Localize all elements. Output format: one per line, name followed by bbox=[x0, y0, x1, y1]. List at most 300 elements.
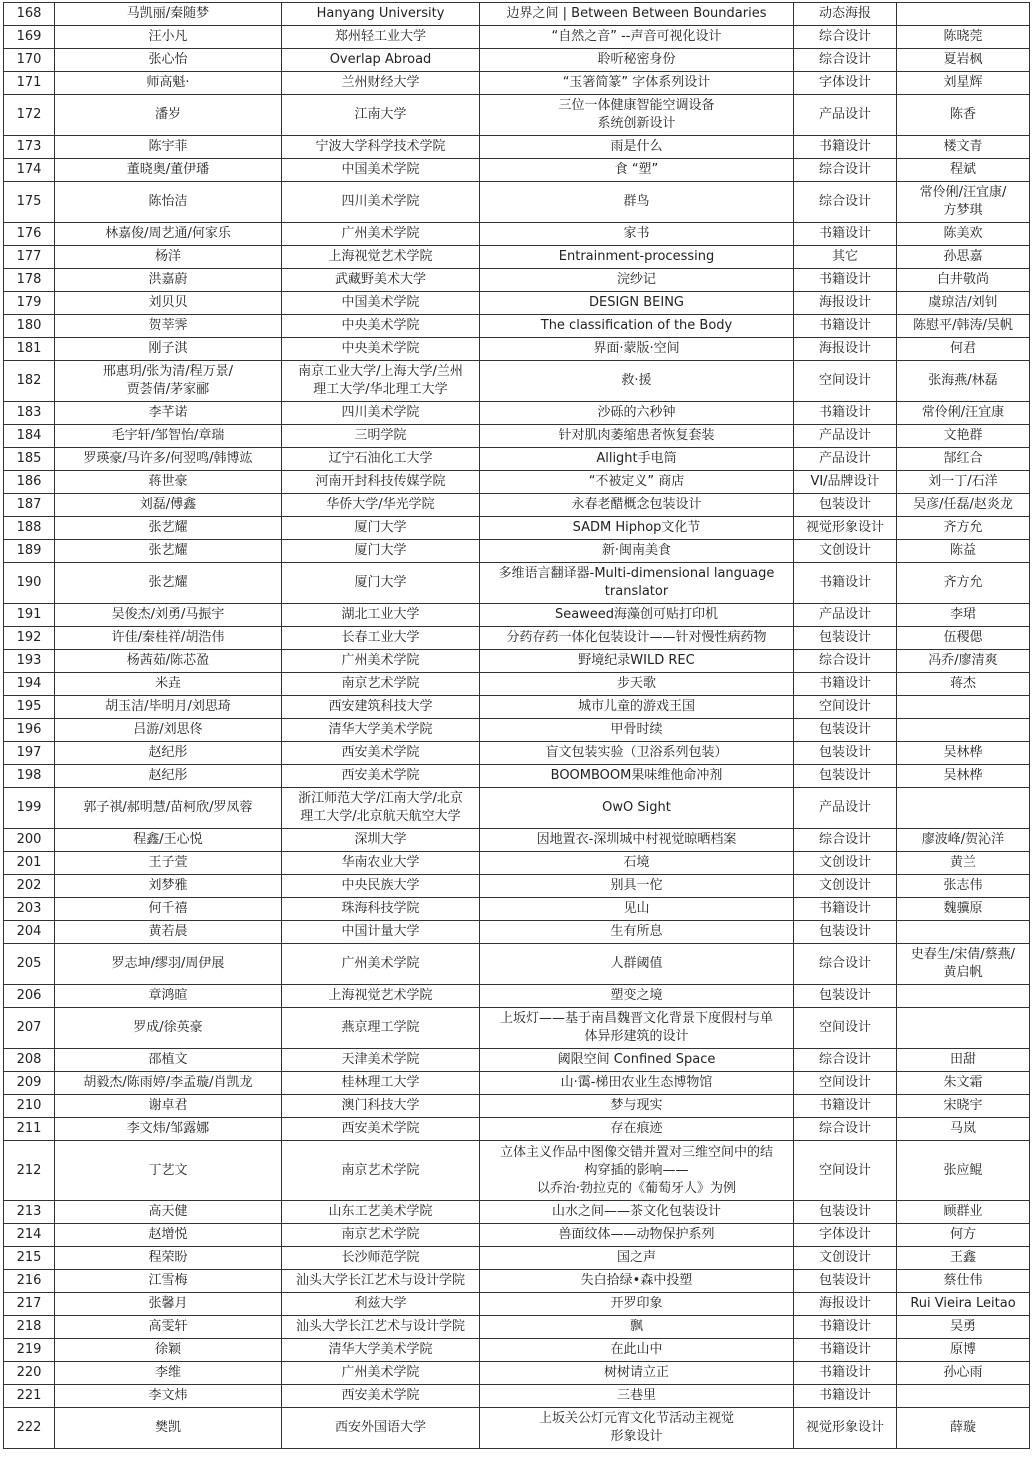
table-row bbox=[4, 361, 1030, 402]
entry-number: 183 bbox=[4, 402, 55, 425]
entry-title: DESIGN BEING bbox=[480, 292, 794, 315]
entry-number: 180 bbox=[4, 315, 55, 338]
entry-category: 字体设计 bbox=[794, 1224, 897, 1247]
entry-school: 天津美术学院 bbox=[282, 1049, 480, 1072]
entry-title: 边界之间 | Between Between Boundaries bbox=[480, 3, 794, 26]
entry-number: 207 bbox=[4, 1008, 55, 1049]
entry-author: 米垚 bbox=[55, 673, 282, 696]
entry-number: 202 bbox=[4, 875, 55, 898]
entry-title: 别具一佗 bbox=[480, 875, 794, 898]
entry-title: “自然之音” --声音可视化设计 bbox=[480, 26, 794, 49]
entry-advisor: 陈益 bbox=[897, 540, 1030, 563]
entry-title: 立体主义作品中图像交错并置对三维空间中的结 构穿插的影响—— 以乔治·勃拉克的《葡萄牙人》为例 bbox=[480, 1141, 794, 1201]
entry-number: 206 bbox=[4, 985, 55, 1008]
entry-category: 综合设计 bbox=[794, 1049, 897, 1072]
entry-author: 张馨月 bbox=[55, 1293, 282, 1316]
entry-school: 中国美术学院 bbox=[282, 292, 480, 315]
entry-title: 雨是什么 bbox=[480, 136, 794, 159]
entry-number: 214 bbox=[4, 1224, 55, 1247]
entry-title: 上坂关公灯元宵文化节活动主视觉 形象设计 bbox=[480, 1408, 794, 1449]
table-row bbox=[4, 292, 1030, 315]
entry-title: 梦与现实 bbox=[480, 1095, 794, 1118]
entry-category: 包装设计 bbox=[794, 765, 897, 788]
table-row bbox=[4, 136, 1030, 159]
table-row bbox=[4, 898, 1030, 921]
entry-author: 胡毅杰/陈雨婷/李孟璇/肖凯龙 bbox=[55, 1072, 282, 1095]
table-row bbox=[4, 1339, 1030, 1362]
entry-category: 综合设计 bbox=[794, 1118, 897, 1141]
table-row bbox=[4, 159, 1030, 182]
entry-school: 南京工业大学/上海大学/兰州 理工大学/华北理工大学 bbox=[282, 361, 480, 402]
entry-title: 山水之间——茶文化包装设计 bbox=[480, 1201, 794, 1224]
entry-author: 罗志坤/缪羽/周伊展 bbox=[55, 944, 282, 985]
entry-author: 丁艺文 bbox=[55, 1141, 282, 1201]
entry-category: 视觉形象设计 bbox=[794, 1408, 897, 1449]
entry-title: 食 “塑” bbox=[480, 159, 794, 182]
entry-advisor: 史春生/宋倩/蔡燕/ 黄启帆 bbox=[897, 944, 1030, 985]
entry-number: 173 bbox=[4, 136, 55, 159]
entry-category: 文创设计 bbox=[794, 1247, 897, 1270]
table-row bbox=[4, 1141, 1030, 1201]
entry-school: 桂林理工大学 bbox=[282, 1072, 480, 1095]
entry-advisor bbox=[897, 696, 1030, 719]
entry-number: 211 bbox=[4, 1118, 55, 1141]
entry-school: 汕头大学长江艺术与设计学院 bbox=[282, 1270, 480, 1293]
entry-category: 综合设计 bbox=[794, 944, 897, 985]
entry-author: 刘贝贝 bbox=[55, 292, 282, 315]
entry-number: 204 bbox=[4, 921, 55, 944]
entry-category: 其它 bbox=[794, 246, 897, 269]
entry-number: 193 bbox=[4, 650, 55, 673]
entry-advisor: 何君 bbox=[897, 338, 1030, 361]
entry-author: 吴俊杰/刘勇/马振宇 bbox=[55, 604, 282, 627]
entry-category: 书籍设计 bbox=[794, 223, 897, 246]
entry-category: 包装设计 bbox=[794, 627, 897, 650]
entry-number: 205 bbox=[4, 944, 55, 985]
table-row bbox=[4, 563, 1030, 604]
entry-advisor: 张志伟 bbox=[897, 875, 1030, 898]
entry-category: 产品设计 bbox=[794, 425, 897, 448]
entry-author: 林嘉俊/周艺通/何家乐 bbox=[55, 223, 282, 246]
entry-school: 山东工艺美术学院 bbox=[282, 1201, 480, 1224]
entry-number: 212 bbox=[4, 1141, 55, 1201]
table-row bbox=[4, 1049, 1030, 1072]
entry-advisor: 宋晓宇 bbox=[897, 1095, 1030, 1118]
entry-title: 人群阈值 bbox=[480, 944, 794, 985]
entry-title: 在此山中 bbox=[480, 1339, 794, 1362]
entry-school: 燕京理工学院 bbox=[282, 1008, 480, 1049]
table-row bbox=[4, 402, 1030, 425]
entry-number: 199 bbox=[4, 788, 55, 829]
table-row bbox=[4, 985, 1030, 1008]
entry-category: 书籍设计 bbox=[794, 315, 897, 338]
entry-advisor: 吴林桦 bbox=[897, 765, 1030, 788]
entry-category: 海报设计 bbox=[794, 338, 897, 361]
entry-category: 书籍设计 bbox=[794, 673, 897, 696]
entry-category: VI/品牌设计 bbox=[794, 471, 897, 494]
entry-advisor: 何方 bbox=[897, 1224, 1030, 1247]
entry-title: 沙砾的六秒钟 bbox=[480, 402, 794, 425]
entry-advisor bbox=[897, 3, 1030, 26]
entry-number: 203 bbox=[4, 898, 55, 921]
entry-author: 赵纪彤 bbox=[55, 765, 282, 788]
entry-number: 190 bbox=[4, 563, 55, 604]
entry-title: Entrainment-processing bbox=[480, 246, 794, 269]
table-row bbox=[4, 315, 1030, 338]
entry-author: 刘梦雅 bbox=[55, 875, 282, 898]
entry-school: 西安建筑科技大学 bbox=[282, 696, 480, 719]
entry-advisor: 黄兰 bbox=[897, 852, 1030, 875]
entry-advisor: 张海燕/林磊 bbox=[897, 361, 1030, 402]
entry-category: 字体设计 bbox=[794, 72, 897, 95]
entry-number: 201 bbox=[4, 852, 55, 875]
entry-title: 存在痕迹 bbox=[480, 1118, 794, 1141]
table-row bbox=[4, 338, 1030, 361]
table-row bbox=[4, 1316, 1030, 1339]
entry-category: 书籍设计 bbox=[794, 898, 897, 921]
entry-author: 赵增悦 bbox=[55, 1224, 282, 1247]
entry-advisor bbox=[897, 985, 1030, 1008]
table-row bbox=[4, 1224, 1030, 1247]
entry-author: 黄若晨 bbox=[55, 921, 282, 944]
table-row bbox=[4, 673, 1030, 696]
entry-category: 视觉形象设计 bbox=[794, 517, 897, 540]
entry-author: 潘岁 bbox=[55, 95, 282, 136]
table-row bbox=[4, 1201, 1030, 1224]
entry-category: 包装设计 bbox=[794, 985, 897, 1008]
entry-school: 清华大学美术学院 bbox=[282, 719, 480, 742]
entry-author: 杨茜茹/陈芯盈 bbox=[55, 650, 282, 673]
entry-title: 开罗印象 bbox=[480, 1293, 794, 1316]
table-row bbox=[4, 1385, 1030, 1408]
entry-school: 宁波大学科学技术学院 bbox=[282, 136, 480, 159]
entry-advisor: 齐方允 bbox=[897, 517, 1030, 540]
entry-advisor: 常伶俐/汪宜康/ 方梦琪 bbox=[897, 182, 1030, 223]
entry-advisor: 吴勇 bbox=[897, 1316, 1030, 1339]
entry-title: 永春老醋概念包装设计 bbox=[480, 494, 794, 517]
entry-number: 209 bbox=[4, 1072, 55, 1095]
entry-number: 174 bbox=[4, 159, 55, 182]
entry-category: 文创设计 bbox=[794, 540, 897, 563]
entry-number: 196 bbox=[4, 719, 55, 742]
entry-advisor: 王鑫 bbox=[897, 1247, 1030, 1270]
entry-author: 李文炜 bbox=[55, 1385, 282, 1408]
entry-title: 见山 bbox=[480, 898, 794, 921]
entry-number: 179 bbox=[4, 292, 55, 315]
entry-number: 210 bbox=[4, 1095, 55, 1118]
entry-advisor: 郜红合 bbox=[897, 448, 1030, 471]
entry-school: 西安美术学院 bbox=[282, 1118, 480, 1141]
entry-number: 170 bbox=[4, 49, 55, 72]
entry-category: 书籍设计 bbox=[794, 1385, 897, 1408]
table-row bbox=[4, 604, 1030, 627]
entry-number: 200 bbox=[4, 829, 55, 852]
entry-title: “玉箸简篆” 字体系列设计 bbox=[480, 72, 794, 95]
entry-school: 兰州财经大学 bbox=[282, 72, 480, 95]
table-row bbox=[4, 95, 1030, 136]
entry-author: 吕游/刘思佟 bbox=[55, 719, 282, 742]
entry-number: 197 bbox=[4, 742, 55, 765]
entry-author: 谢卓君 bbox=[55, 1095, 282, 1118]
entry-title: Allight手电筒 bbox=[480, 448, 794, 471]
entry-advisor: 张应鲲 bbox=[897, 1141, 1030, 1201]
entry-author: 蒋世豪 bbox=[55, 471, 282, 494]
entry-advisor bbox=[897, 921, 1030, 944]
entry-advisor: 陈慰平/韩涛/吴帆 bbox=[897, 315, 1030, 338]
table-row bbox=[4, 26, 1030, 49]
entry-author: 毛宇轩/邹智怡/章瑞 bbox=[55, 425, 282, 448]
entry-advisor: 顾群业 bbox=[897, 1201, 1030, 1224]
entry-title: 树树请立正 bbox=[480, 1362, 794, 1385]
entry-title: 飘 bbox=[480, 1316, 794, 1339]
entry-school: Hanyang University bbox=[282, 3, 480, 26]
entry-title: 石境 bbox=[480, 852, 794, 875]
entry-title: 城市儿童的游戏王国 bbox=[480, 696, 794, 719]
entry-category: 综合设计 bbox=[794, 829, 897, 852]
entry-author: 何千禧 bbox=[55, 898, 282, 921]
entry-school: 西安美术学院 bbox=[282, 1385, 480, 1408]
entry-number: 171 bbox=[4, 72, 55, 95]
entry-advisor: 廖波峰/贺沁洋 bbox=[897, 829, 1030, 852]
entry-advisor: 蒋杰 bbox=[897, 673, 1030, 696]
entry-school: Overlap Abroad bbox=[282, 49, 480, 72]
entry-school: 西安外国语大学 bbox=[282, 1408, 480, 1449]
entry-author: 张艺耀 bbox=[55, 563, 282, 604]
entry-number: 208 bbox=[4, 1049, 55, 1072]
entry-school: 武藏野美术大学 bbox=[282, 269, 480, 292]
table-row bbox=[4, 1293, 1030, 1316]
entry-number: 189 bbox=[4, 540, 55, 563]
entry-number: 218 bbox=[4, 1316, 55, 1339]
entry-title: 国之声 bbox=[480, 1247, 794, 1270]
entry-school: 江南大学 bbox=[282, 95, 480, 136]
table-row bbox=[4, 921, 1030, 944]
entry-author: 江雪梅 bbox=[55, 1270, 282, 1293]
entry-author: 张心怡 bbox=[55, 49, 282, 72]
entry-school: 南京艺术学院 bbox=[282, 1141, 480, 1201]
entry-category: 产品设计 bbox=[794, 448, 897, 471]
entry-title: 新·闽南美食 bbox=[480, 540, 794, 563]
entry-title: 山·霭-梯田农业生态博物馆 bbox=[480, 1072, 794, 1095]
entry-advisor: 吴林桦 bbox=[897, 742, 1030, 765]
entry-title: 三位一体健康智能空调设备 系统创新设计 bbox=[480, 95, 794, 136]
entry-author: 贺莘霁 bbox=[55, 315, 282, 338]
entry-category: 书籍设计 bbox=[794, 402, 897, 425]
entry-school: 西安美术学院 bbox=[282, 765, 480, 788]
entry-title: 针对肌肉萎缩患者恢复套装 bbox=[480, 425, 794, 448]
entry-category: 产品设计 bbox=[794, 95, 897, 136]
entry-title: SADM Hiphop文化节 bbox=[480, 517, 794, 540]
entry-number: 194 bbox=[4, 673, 55, 696]
table-row bbox=[4, 875, 1030, 898]
entry-category: 产品设计 bbox=[794, 604, 897, 627]
entry-advisor: 孙心雨 bbox=[897, 1362, 1030, 1385]
table-row bbox=[4, 3, 1030, 26]
entry-number: 181 bbox=[4, 338, 55, 361]
entry-category: 空间设计 bbox=[794, 361, 897, 402]
entry-school: 长春工业大学 bbox=[282, 627, 480, 650]
entry-advisor: 魏骥原 bbox=[897, 898, 1030, 921]
entry-number: 191 bbox=[4, 604, 55, 627]
entry-school: 中国计量大学 bbox=[282, 921, 480, 944]
entry-school: 河南开封科技传媒学院 bbox=[282, 471, 480, 494]
entry-author: 许佳/秦桂祥/胡浩伟 bbox=[55, 627, 282, 650]
entry-number: 215 bbox=[4, 1247, 55, 1270]
entry-author: 陈宇菲 bbox=[55, 136, 282, 159]
entry-number: 216 bbox=[4, 1270, 55, 1293]
entry-number: 188 bbox=[4, 517, 55, 540]
entry-title: 生有所息 bbox=[480, 921, 794, 944]
entry-advisor: 陈美欢 bbox=[897, 223, 1030, 246]
entry-advisor: 虞琼洁/刘钊 bbox=[897, 292, 1030, 315]
entry-author: 张艺耀 bbox=[55, 517, 282, 540]
entry-advisor: Rui Vieira Leitao bbox=[897, 1293, 1030, 1316]
entries-body bbox=[4, 3, 1030, 1449]
table-row bbox=[4, 719, 1030, 742]
table-row bbox=[4, 650, 1030, 673]
entry-category: 书籍设计 bbox=[794, 136, 897, 159]
entry-number: 213 bbox=[4, 1201, 55, 1224]
entry-number: 185 bbox=[4, 448, 55, 471]
entry-school: 深圳大学 bbox=[282, 829, 480, 852]
entry-number: 178 bbox=[4, 269, 55, 292]
entry-school: 广州美术学院 bbox=[282, 650, 480, 673]
table-row bbox=[4, 1362, 1030, 1385]
entry-author: 赵纪彤 bbox=[55, 742, 282, 765]
entry-title: 救·援 bbox=[480, 361, 794, 402]
entry-title: 多维语言翻译器-Multi-dimensional language translator bbox=[480, 563, 794, 604]
entry-number: 172 bbox=[4, 95, 55, 136]
entry-advisor: 陈晓莞 bbox=[897, 26, 1030, 49]
entry-category: 包装设计 bbox=[794, 921, 897, 944]
table-row bbox=[4, 765, 1030, 788]
entry-school: 四川美术学院 bbox=[282, 402, 480, 425]
table-row bbox=[4, 1008, 1030, 1049]
entry-author: 马凯丽/秦随梦 bbox=[55, 3, 282, 26]
entry-title: 界面·蒙版·空间 bbox=[480, 338, 794, 361]
table-row bbox=[4, 223, 1030, 246]
entry-title: 三巷里 bbox=[480, 1385, 794, 1408]
entry-school: 南京艺术学院 bbox=[282, 1224, 480, 1247]
entry-category: 综合设计 bbox=[794, 49, 897, 72]
table-row bbox=[4, 1408, 1030, 1449]
entry-advisor: 薛璇 bbox=[897, 1408, 1030, 1449]
entry-category: 空间设计 bbox=[794, 1072, 897, 1095]
entry-title: 上坂灯——基于南昌魏晋文化背景下度假村与单 体异形建筑的设计 bbox=[480, 1008, 794, 1049]
entry-category: 文创设计 bbox=[794, 852, 897, 875]
entry-number: 175 bbox=[4, 182, 55, 223]
entry-school: 上海视觉艺术学院 bbox=[282, 246, 480, 269]
entry-school: 上海视觉艺术学院 bbox=[282, 985, 480, 1008]
entry-category: 综合设计 bbox=[794, 650, 897, 673]
entry-title: 家书 bbox=[480, 223, 794, 246]
table-row bbox=[4, 696, 1030, 719]
table-row bbox=[4, 72, 1030, 95]
table-row bbox=[4, 269, 1030, 292]
table-row bbox=[4, 788, 1030, 829]
table-row bbox=[4, 1072, 1030, 1095]
table-row bbox=[4, 1095, 1030, 1118]
entry-school: 广州美术学院 bbox=[282, 944, 480, 985]
entry-number: 222 bbox=[4, 1408, 55, 1449]
entry-author: 汪小凡 bbox=[55, 26, 282, 49]
entry-number: 195 bbox=[4, 696, 55, 719]
entry-category: 书籍设计 bbox=[794, 1316, 897, 1339]
entry-school: 厦门大学 bbox=[282, 563, 480, 604]
entry-author: 程鑫/王心悦 bbox=[55, 829, 282, 852]
entry-title: 阈限空间 Confined Space bbox=[480, 1049, 794, 1072]
entry-author: 董晓奥/董伊璠 bbox=[55, 159, 282, 182]
entry-school: 郑州轻工业大学 bbox=[282, 26, 480, 49]
table-row bbox=[4, 1118, 1030, 1141]
entry-title: 浣纱记 bbox=[480, 269, 794, 292]
entry-advisor: 白井敬尚 bbox=[897, 269, 1030, 292]
entry-advisor: 常伶俐/汪宜康 bbox=[897, 402, 1030, 425]
table-row bbox=[4, 627, 1030, 650]
entry-number: 219 bbox=[4, 1339, 55, 1362]
entry-school: 华侨大学/华光学院 bbox=[282, 494, 480, 517]
entry-school: 三明学院 bbox=[282, 425, 480, 448]
entry-advisor: 李珺 bbox=[897, 604, 1030, 627]
entry-advisor: 程斌 bbox=[897, 159, 1030, 182]
entry-school: 湖北工业大学 bbox=[282, 604, 480, 627]
entry-school: 中央美术学院 bbox=[282, 315, 480, 338]
entry-title: 分药存药一体化包装设计——针对慢性病药物 bbox=[480, 627, 794, 650]
entry-author: 杨洋 bbox=[55, 246, 282, 269]
entry-school: 辽宁石油化工大学 bbox=[282, 448, 480, 471]
entry-school: 浙江师范大学/江南大学/北京 理工大学/北京航天航空大学 bbox=[282, 788, 480, 829]
entry-number: 182 bbox=[4, 361, 55, 402]
entry-author: 高雯轩 bbox=[55, 1316, 282, 1339]
entry-school: 清华大学美术学院 bbox=[282, 1339, 480, 1362]
entry-number: 192 bbox=[4, 627, 55, 650]
entry-advisor: 吴彦/任磊/赵炎龙 bbox=[897, 494, 1030, 517]
entry-category: 包装设计 bbox=[794, 494, 897, 517]
entry-category: 海报设计 bbox=[794, 292, 897, 315]
entry-category: 包装设计 bbox=[794, 1201, 897, 1224]
entry-advisor: 楼文青 bbox=[897, 136, 1030, 159]
entry-advisor: 伍稷偲 bbox=[897, 627, 1030, 650]
entry-title: 步天歌 bbox=[480, 673, 794, 696]
entry-number: 169 bbox=[4, 26, 55, 49]
entry-category: 海报设计 bbox=[794, 1293, 897, 1316]
entry-author: 李芊诺 bbox=[55, 402, 282, 425]
entry-number: 221 bbox=[4, 1385, 55, 1408]
entry-advisor: 齐方允 bbox=[897, 563, 1030, 604]
entry-title: 兽面纹体——动物保护系列 bbox=[480, 1224, 794, 1247]
table-row bbox=[4, 425, 1030, 448]
entry-school: 汕头大学长江艺术与设计学院 bbox=[282, 1316, 480, 1339]
entry-author: 胡玉洁/毕明月/刘思琦 bbox=[55, 696, 282, 719]
table-row bbox=[4, 852, 1030, 875]
entry-school: 广州美术学院 bbox=[282, 223, 480, 246]
entry-number: 176 bbox=[4, 223, 55, 246]
entry-advisor: 刘一丁/石洋 bbox=[897, 471, 1030, 494]
table-row bbox=[4, 540, 1030, 563]
entry-author: 李文炜/邹露娜 bbox=[55, 1118, 282, 1141]
table-row bbox=[4, 49, 1030, 72]
table-row bbox=[4, 517, 1030, 540]
entry-author: 樊凯 bbox=[55, 1408, 282, 1449]
entry-category: 书籍设计 bbox=[794, 269, 897, 292]
table-row bbox=[4, 471, 1030, 494]
entry-author: 高天健 bbox=[55, 1201, 282, 1224]
entry-number: 177 bbox=[4, 246, 55, 269]
entry-advisor: 孙思嘉 bbox=[897, 246, 1030, 269]
entry-title: 野境纪录WILD REC bbox=[480, 650, 794, 673]
entry-advisor: 马岚 bbox=[897, 1118, 1030, 1141]
entry-school: 厦门大学 bbox=[282, 517, 480, 540]
